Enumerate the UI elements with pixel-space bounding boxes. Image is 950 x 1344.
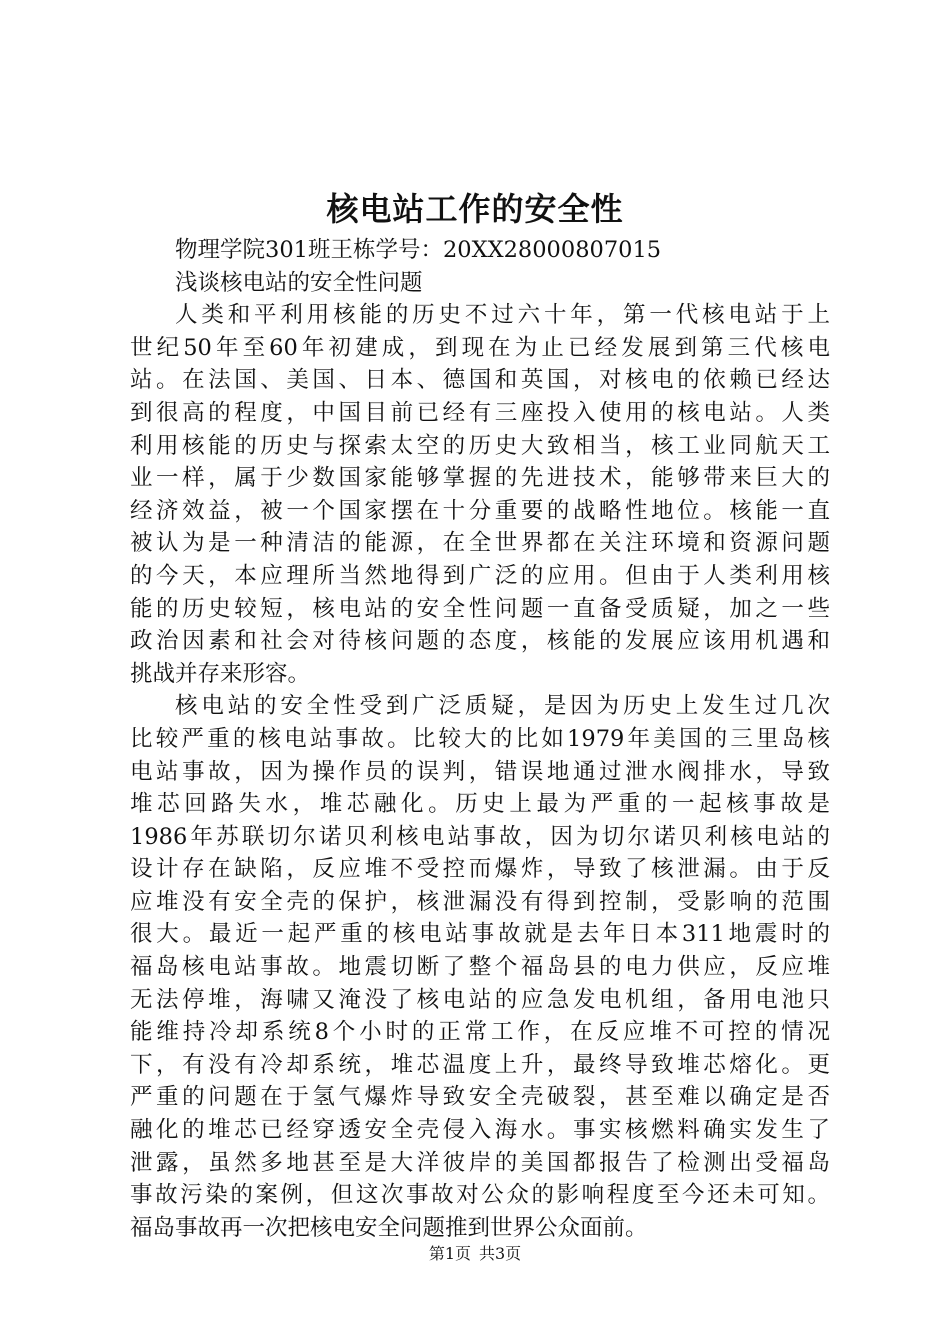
text-line: 设计存在缺陷，反应堆不受控而爆炸，导致了核泄漏。由于反 xyxy=(130,856,830,883)
text-line: 泄露，虽然多地甚至是大洋彼岸的美国都报告了检测出受福岛 xyxy=(130,1149,830,1176)
document-body xyxy=(130,234,830,1244)
text-line: 严重的问题在于氢气爆炸导致安全壳破裂，甚至难以确定是否 xyxy=(130,1084,830,1111)
text-line: 无法停堆，海啸又淹没了核电站的应急发电机组，备用电池只 xyxy=(130,986,830,1013)
text-line: 利用核能的历史与探索太空的历史大致相当，核工业同航天工 xyxy=(130,432,830,459)
text-line: 站。在法国、美国、日本、德国和英国，对核电的依赖已经达 xyxy=(130,367,830,394)
text-line: 挑战并存来形容。 xyxy=(130,660,311,687)
text-line: 事故污染的案例，但这次事故对公众的影响程度至今还未可知。 xyxy=(130,1182,830,1209)
text-line: 应堆没有安全壳的保护，核泄漏没有得到控制，受影响的范围 xyxy=(130,888,830,915)
page-footer xyxy=(0,1242,950,1266)
text-line: 福岛核电站事故。地震切断了整个福岛县的电力供应，反应堆 xyxy=(130,954,830,981)
text-line: 融化的堆芯已经穿透安全壳侵入海水。事实核燃料确实发生了 xyxy=(130,1117,830,1144)
text-line: 比较严重的核电站事故。比较大的比如1979年美国的三里岛核 xyxy=(130,725,830,752)
text-line: 政治因素和社会对待核问题的态度，核能的发展应该用机遇和 xyxy=(130,628,830,655)
text-line: 世纪50年至60年初建成，到现在为止已经发展到第三代核电 xyxy=(130,334,830,361)
text-line: 能的历史较短，核电站的安全性问题一直备受质疑，加之一些 xyxy=(130,595,830,622)
page-number: 第1页 xyxy=(428,1244,471,1263)
text-line: 堆芯回路失水，堆芯融化。历史上最为严重的一起核事故是 xyxy=(130,791,830,818)
page-total: 共3页 xyxy=(479,1244,522,1263)
paragraph-2 xyxy=(130,690,830,1244)
text-line: 福岛事故再一次把核电安全问题推到世界公众面前。 xyxy=(130,1214,648,1241)
document-title: 核电站工作的安全性 xyxy=(326,190,624,228)
text-line: 人类和平利用核能的历史不过六十年，第一代核电站于上 xyxy=(175,302,830,329)
author-line: 物理学院301班王栋学号：20XX28000807015 xyxy=(175,237,662,263)
text-line: 核电站的安全性受到广泛质疑，是因为历史上发生过几次 xyxy=(175,693,830,720)
text-line: 到很高的程度，中国目前已经有三座投入使用的核电站。人类 xyxy=(130,399,830,426)
text-line: 1986年苏联切尔诺贝利核电站事故，因为切尔诺贝利核电站的 xyxy=(130,823,830,850)
text-line: 被认为是一种清洁的能源，在全世界都在关注环境和资源问题 xyxy=(130,530,830,557)
text-line: 电站事故，因为操作员的误判，错误地通过泄水阀排水，导致 xyxy=(130,758,830,785)
text-line: 业一样，属于少数国家能够掌握的先进技术，能够带来巨大的 xyxy=(130,465,830,492)
subtitle-line: 浅谈核电站的安全性问题 xyxy=(175,269,423,296)
text-line: 能维持冷却系统8个小时的正常工作，在反应堆不可控的情况 xyxy=(130,1019,830,1046)
text-line: 的今天，本应理所当然地得到广泛的应用。但由于人类利用核 xyxy=(130,562,830,589)
text-line: 下，有没有冷却系统，堆芯温度上升，最终导致堆芯熔化。更 xyxy=(130,1051,830,1078)
paragraph-1 xyxy=(130,299,830,690)
text-line: 经济效益，被一个国家摆在十分重要的战略性地位。核能一直 xyxy=(130,497,830,524)
text-line: 很大。最近一起严重的核电站事故就是去年日本311地震时的 xyxy=(130,921,830,948)
